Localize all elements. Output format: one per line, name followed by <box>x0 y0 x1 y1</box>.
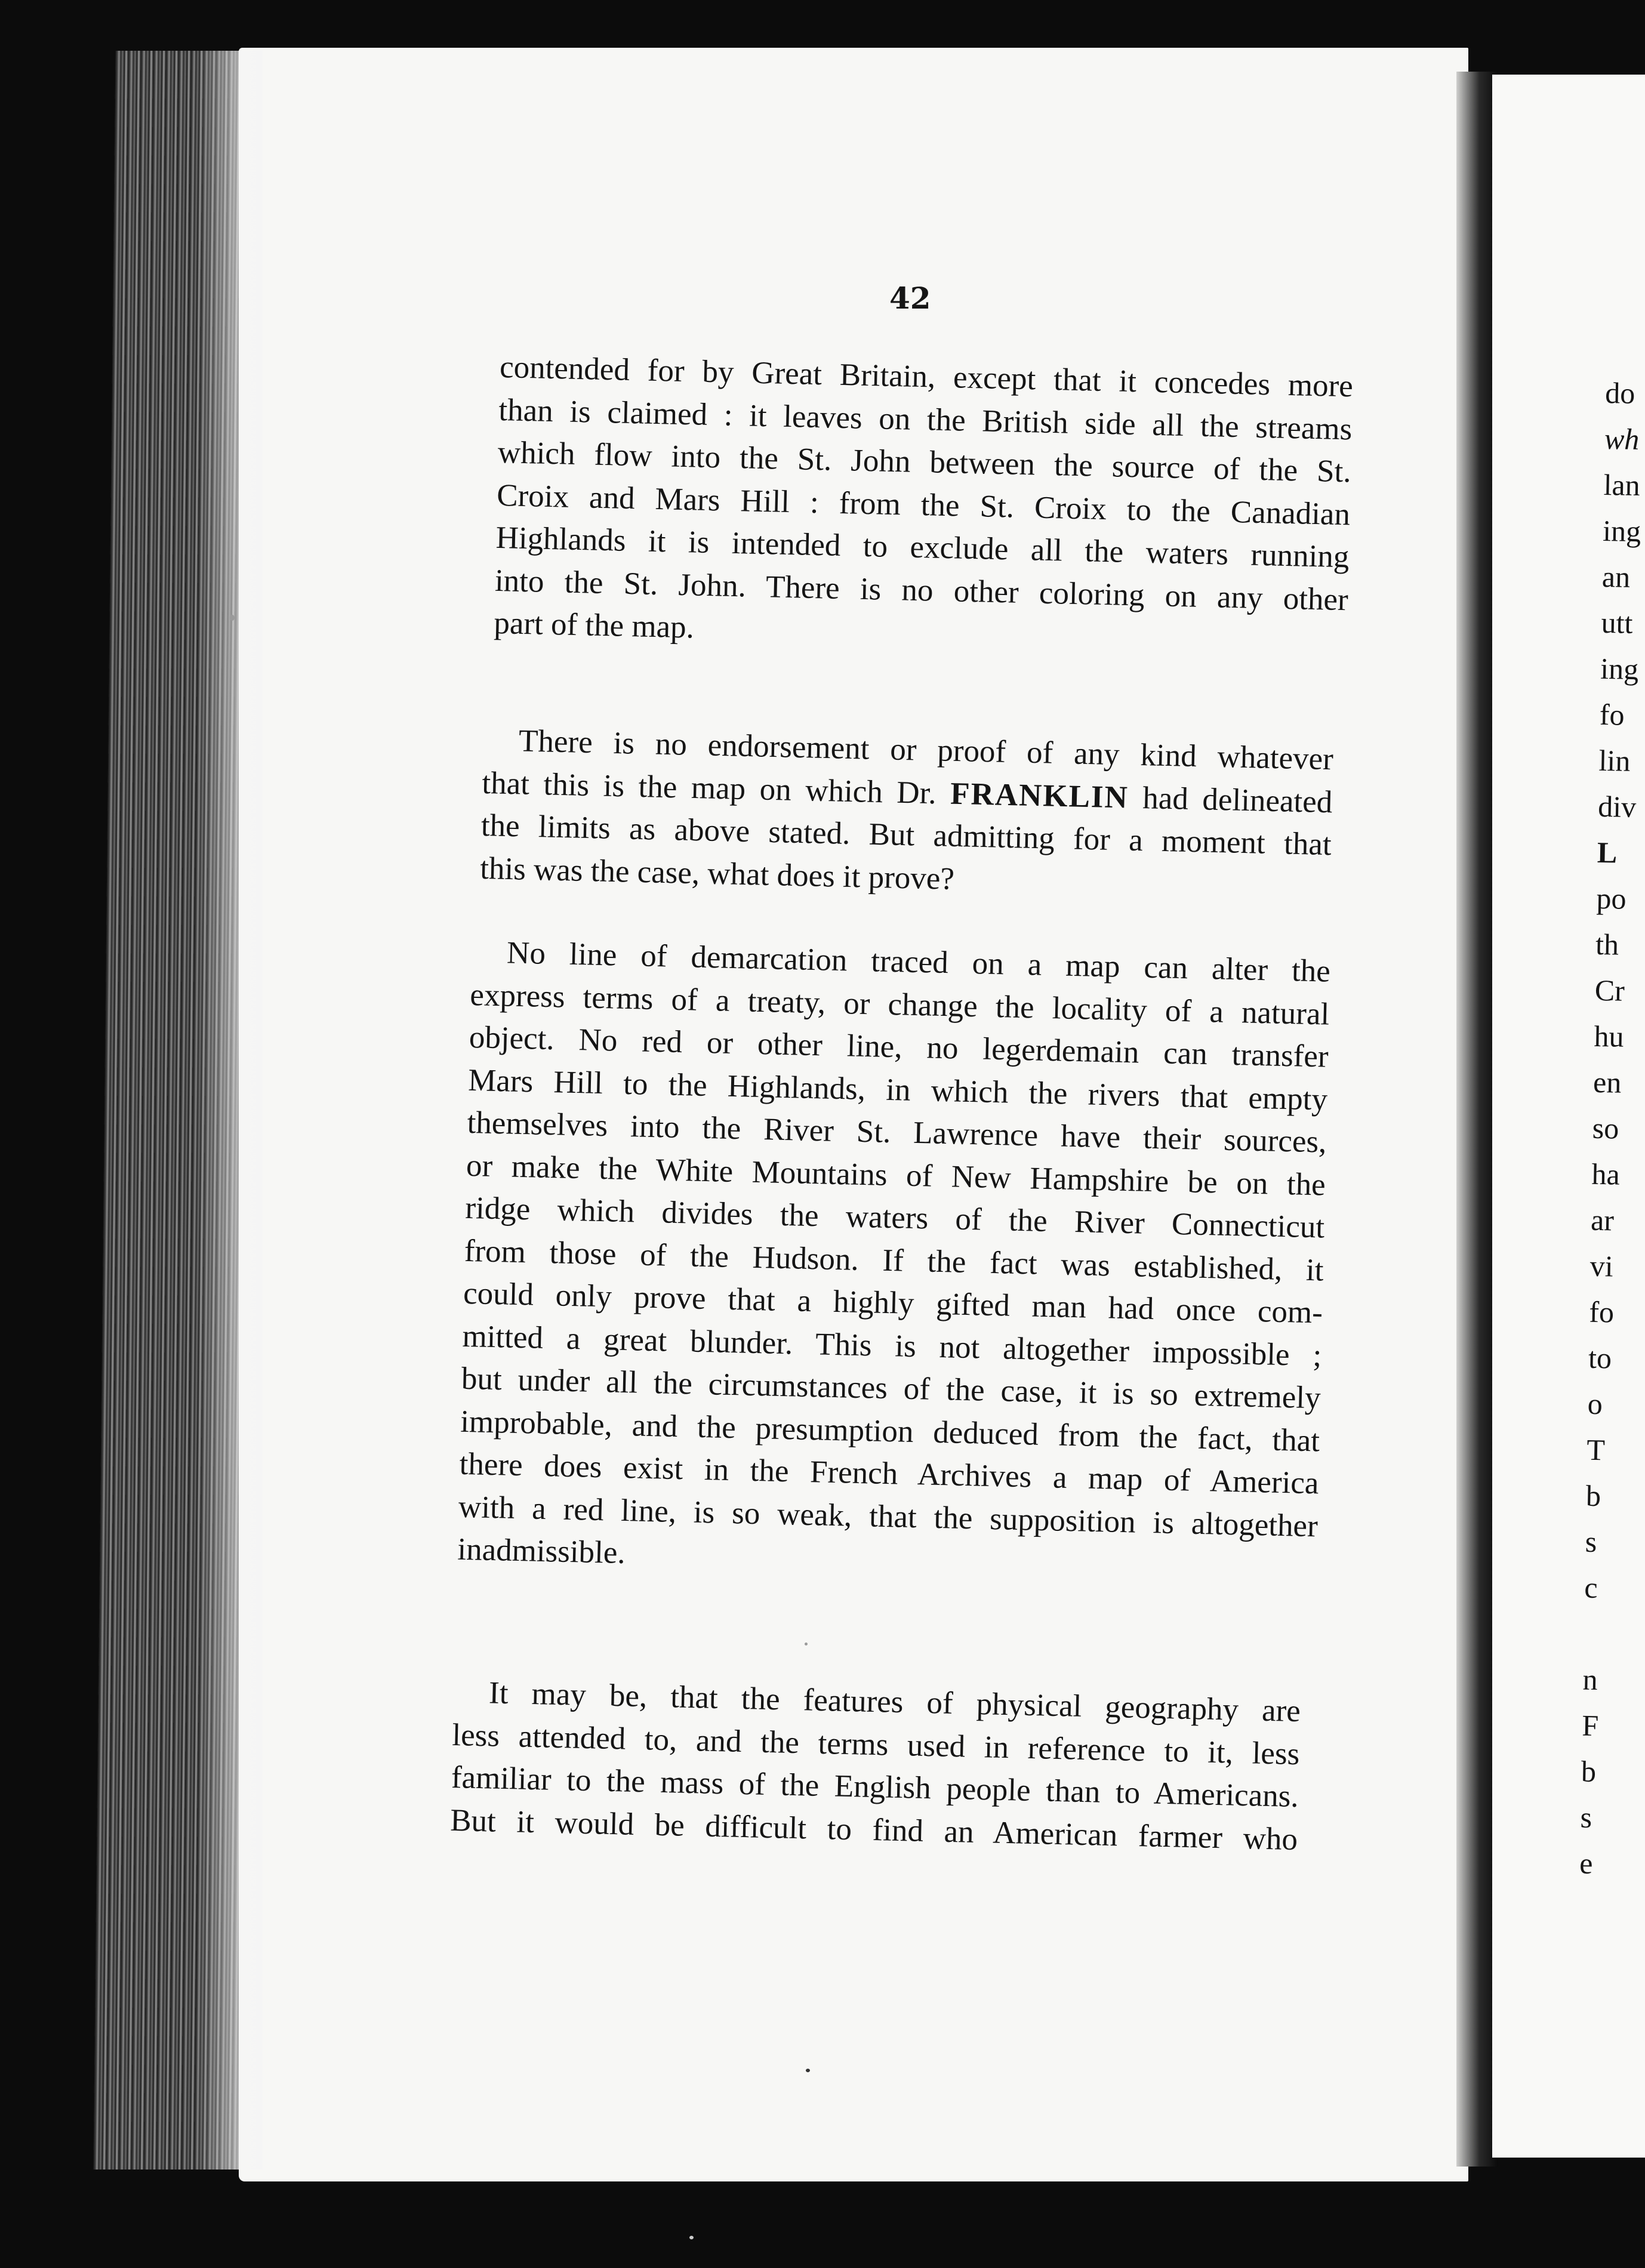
facing-page-fragment: do <box>1604 375 1635 410</box>
text-line: the limits as above stated. But admitting for a moment that <box>480 808 1332 862</box>
text-line: or make the White Mountains of New Hampshire be on the <box>466 1148 1326 1203</box>
text-line: this was the case, what does it prove? <box>479 850 955 896</box>
facing-page-fragment: e <box>1579 1846 1594 1881</box>
text-line: There is no endorsement or proof of any kind whatever <box>518 723 1334 777</box>
facing-page-fragment: utt <box>1601 605 1633 640</box>
text-line: mitted a great blunder. This is not altogether impossible ; <box>461 1318 1322 1373</box>
text-line: which flow into the St. John between the source of the St. <box>497 435 1352 489</box>
text-line: familiar to the mass of the English people than to Americans. <box>451 1759 1299 1814</box>
text-line: could only prove that a highly gifted man had once com- <box>463 1275 1323 1330</box>
facing-page-fragment: T <box>1586 1432 1606 1467</box>
facing-page-fragment: div <box>1597 789 1637 824</box>
text-line: than is claimed : it leaves on the British side all the streams <box>498 392 1353 446</box>
text-line: It may be, that the features of physical geography are <box>488 1675 1301 1729</box>
facing-page-fragment: to <box>1588 1341 1612 1375</box>
facing-page-fragment: c <box>1584 1570 1598 1605</box>
facing-page-fragment <box>1583 1611 1622 1657</box>
facing-page-fragment: en <box>1592 1065 1622 1099</box>
name-franklin: FRANKLIN <box>950 776 1129 815</box>
facing-page-fragment: hu <box>1594 1019 1625 1053</box>
facing-page-fragment: fo <box>1588 1295 1615 1329</box>
text-line: But it would be difficult to find an American farmer who <box>449 1802 1298 1857</box>
scan-speck <box>806 2069 810 2072</box>
facing-page-fragment: L <box>1597 835 1618 870</box>
scan-speck <box>689 2236 694 2239</box>
facing-page-fragment: b <box>1585 1478 1601 1513</box>
facing-page-fragment: lan <box>1603 467 1641 503</box>
facing-page-fragment: so <box>1592 1111 1619 1145</box>
facing-page-fragment: po <box>1596 881 1627 916</box>
page-number: 42 <box>889 281 931 316</box>
text-line: from those of the Hudson. If the fact was established, it <box>464 1233 1324 1288</box>
text-line: but under all the circumstances of the case, it is so extremely <box>461 1361 1321 1416</box>
facing-page-fragment: b <box>1581 1754 1597 1789</box>
facing-page-fragment: wh <box>1604 421 1640 456</box>
facing-page-fragment: Cr <box>1594 973 1625 1007</box>
text-line: themselves into the River St. Lawrence have their sources, <box>467 1105 1327 1160</box>
text-line: Croix and Mars Hill : from the St. Croix to the Canadian <box>496 477 1351 532</box>
facing-page-fragment: ing <box>1600 651 1639 686</box>
text-segment: had delineated <box>1142 780 1333 819</box>
text-line: contended for by Great Britain, except that it concedes more <box>499 349 1354 404</box>
facing-page-fragment: lin <box>1598 743 1631 778</box>
facing-page-fragment: o <box>1587 1386 1603 1421</box>
facing-page-fragment: vi <box>1589 1249 1614 1283</box>
facing-page-fragment: fo <box>1599 697 1625 732</box>
facing-page-fragment: th <box>1595 927 1619 962</box>
text-line: object. No red or other line, no legerdemain can transfer <box>469 1019 1329 1074</box>
paragraph-2 <box>480 719 1334 909</box>
text-line: into the St. John. There is no other coloring on any other <box>494 563 1349 617</box>
text-line: improbable, and the presumption deduced from the fact, that <box>460 1404 1320 1458</box>
text-line: ridge which divides the waters of the River Connecticut <box>464 1190 1325 1245</box>
facing-page-fragment: ing <box>1602 513 1641 548</box>
facing-page-fragment: ha <box>1591 1157 1621 1191</box>
text-segment: that this is the map on which Dr. <box>481 765 937 811</box>
facing-page-fragment: F <box>1581 1708 1599 1743</box>
text-line: less attended to, and the terms used in reference to it, less <box>451 1717 1300 1771</box>
facing-page-fragment: n <box>1582 1662 1598 1697</box>
paragraph-4 <box>450 1671 1301 1861</box>
scan-speck <box>230 615 235 621</box>
facing-page-fragment: an <box>1601 559 1631 594</box>
text-line: with a red line, is so weak, that the supposition is altogether <box>458 1489 1319 1543</box>
scan-speck <box>805 1643 808 1645</box>
facing-page-fragment: ar <box>1590 1203 1615 1237</box>
text-line: express terms of a treaty, or change the locality of a natural <box>469 977 1330 1032</box>
text-line: inadmissible. <box>457 1531 626 1571</box>
text-line: No line of demarcation traced on a map can alter the <box>506 935 1331 989</box>
paragraph-1 <box>494 346 1354 664</box>
paragraph-3 <box>457 931 1331 1591</box>
facing-page-fragment: s <box>1585 1524 1597 1559</box>
text-line: Mars Hill to the Highlands, in which the rivers that empty <box>467 1062 1328 1117</box>
page-edge-shading <box>197 51 263 2170</box>
facing-page-fragment: s <box>1580 1800 1592 1834</box>
text-line: part of the map. <box>493 605 695 645</box>
text-line: Highlands it is intended to exclude all the waters running <box>495 520 1350 575</box>
text-line: there does exist in the French Archives a map of America <box>459 1446 1320 1501</box>
